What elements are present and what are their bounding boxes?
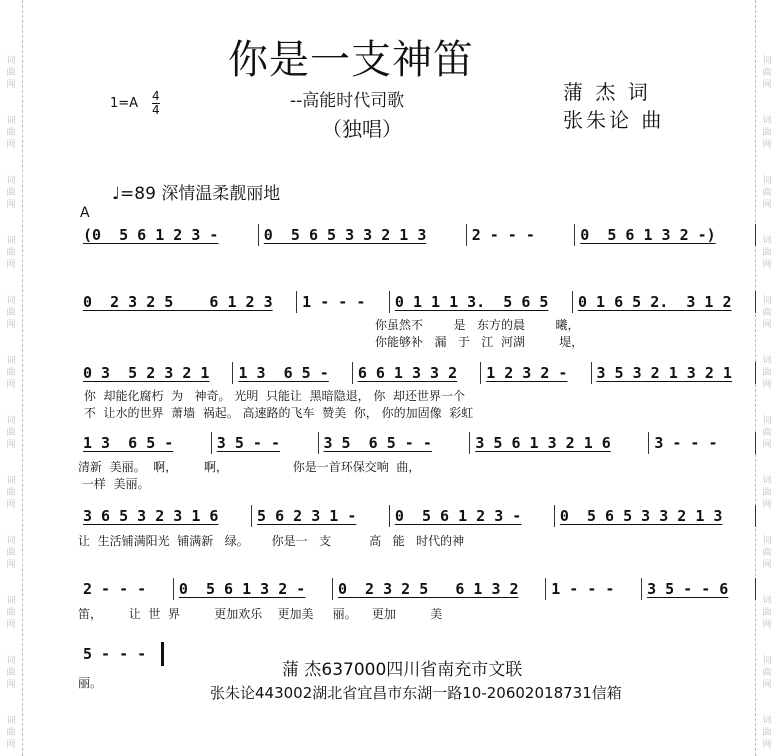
measure: 1 - - -	[551, 580, 615, 598]
section-label: A	[80, 205, 90, 221]
measure: 3 6 5 3 2 3 1 6	[83, 507, 219, 525]
lyric-line: 一样 美丽。	[78, 477, 150, 491]
measure: 3 5 - - 6	[647, 580, 729, 598]
watermark-text: 词曲网	[6, 236, 16, 270]
measure: 3 5 3 2 1 3 2 1	[596, 364, 732, 382]
key-signature: 1=A	[110, 96, 139, 111]
measure: 5 - - -	[83, 645, 147, 663]
barline	[755, 578, 756, 600]
measure: 0 5 6 5 3 3 2 1 3	[263, 226, 427, 244]
composer: 张朱论 曲	[563, 108, 665, 132]
lyric-line: 丽。	[78, 676, 103, 690]
lyric-line: 你 却能化腐朽 为 神奇。 光明 只能让 黑暗隐退， 你 却还世界一个	[80, 389, 466, 403]
notation-row	[78, 432, 756, 454]
watermark-text: 词曲网	[762, 656, 772, 690]
time-signature: $\frac{4}{4}$	[152, 89, 160, 117]
notation-row	[78, 224, 756, 246]
measure: 0 5 6 5 3 3 2 1 3	[559, 507, 723, 525]
notation-row	[78, 578, 756, 600]
subtitle: --高能时代司歌	[290, 91, 405, 111]
barline	[755, 291, 756, 313]
lyric-line: 你虽然不 是 东方的晨 曦，	[375, 318, 580, 332]
notation-row	[78, 642, 158, 666]
watermark-text: 词曲网	[762, 176, 772, 210]
lyric-line: 让 生活铺满阳光 铺满新 绿。 你是一 支 高 能 时代的神	[78, 534, 465, 548]
watermark-text: 词曲网	[762, 536, 772, 570]
watermark-text: 词曲网	[6, 356, 16, 390]
watermark-text: 词曲网	[762, 716, 772, 750]
lyric-line: 清新 美丽。 啊， 啊， 你是一首环保交响 曲，	[78, 460, 421, 474]
measure: 1 - - -	[302, 293, 366, 311]
measure: 0 5 6 1 2 3 -	[394, 507, 522, 525]
watermark-text: 词曲网	[6, 716, 16, 750]
watermark-text: 词曲网	[6, 176, 16, 210]
measure: 0 2 3 2 5 6 1 2 3	[83, 293, 273, 311]
tempo-marking: ♩=89 深情温柔靓丽地	[112, 184, 281, 204]
measure: 0 5 6 1 3 2 -)	[580, 226, 716, 244]
watermark-text: 词曲网	[762, 356, 772, 390]
watermark-text: 词曲网	[762, 296, 772, 330]
final-barline	[161, 642, 164, 666]
watermark-text: 词曲网	[762, 596, 772, 630]
lyric-line: 不 让水的世界 萧墙 祸起。 高速路的飞车 赞美 你， 你的加固像 彩虹	[80, 406, 474, 420]
measure: 5 6 2 3 1 -	[257, 507, 357, 525]
watermark-text: 词曲网	[762, 416, 772, 450]
performance-type: （独唱）	[322, 117, 402, 141]
watermark-text: 词曲网	[762, 236, 772, 270]
lyricist: 蒲 杰 词	[563, 80, 651, 104]
notation-row	[78, 505, 756, 527]
barline	[755, 432, 756, 454]
lyricist-address: 蒲 杰637000四川省南充市文联	[282, 660, 523, 680]
watermark-text: 词曲网	[6, 536, 16, 570]
notation-row	[78, 291, 756, 313]
watermark-text: 词曲网	[762, 56, 772, 90]
measure: 6 6 1 3 3 2	[357, 364, 458, 382]
song-title: 你是一支神笛	[228, 37, 474, 83]
notation-row	[78, 362, 756, 384]
watermark-text: 词曲网	[6, 296, 16, 330]
measure: 3 5 6 5 - -	[323, 434, 432, 452]
barline	[755, 505, 756, 527]
watermark-strip-right	[755, 0, 778, 756]
measure: 0 5 6 1 3 2 -	[178, 580, 306, 598]
lyric-line: 你能够补 漏 于 江 河湖 堤，	[375, 335, 584, 349]
measure: 0 2 3 2 5 6 1 3 2	[337, 580, 519, 598]
watermark-text: 词曲网	[762, 476, 772, 510]
measure: 0 1 1 1 3. 5 6 5	[394, 293, 549, 311]
watermark-strip-left	[0, 0, 23, 756]
lyric-line: 笛， 让 世 界 更加欢乐 更加美 丽。 更加 美	[78, 607, 443, 621]
watermark-text: 词曲网	[6, 596, 16, 630]
measure: 0 1 6 5 2. 3 1 2	[577, 293, 732, 311]
measure: 3 5 6 1 3 2 1 6	[475, 434, 611, 452]
measure: 1 3 6 5 -	[238, 364, 329, 382]
measure: 3 - - -	[654, 434, 718, 452]
measure: 3 5 - -	[216, 434, 281, 452]
measure: 2 - - -	[83, 580, 147, 598]
watermark-text: 词曲网	[6, 416, 16, 450]
measure: 0 3 5 2 3 2 1	[83, 364, 210, 382]
composer-address: 张朱论443002湖北省宜昌市东湖一路10-20602018731信箱	[210, 684, 622, 702]
watermark-text: 词曲网	[762, 116, 772, 150]
watermark-text: 词曲网	[6, 56, 16, 90]
watermark-text: 词曲网	[6, 656, 16, 690]
measure: 2 - - -	[471, 226, 535, 244]
barline	[755, 224, 756, 246]
measure: (0 5 6 1 2 3 -	[83, 226, 219, 244]
watermark-text: 词曲网	[6, 476, 16, 510]
barline	[755, 362, 756, 384]
measure: 1 2 3 2 -	[486, 364, 568, 382]
measure: 1 3 6 5 -	[83, 434, 174, 452]
watermark-text: 词曲网	[6, 116, 16, 150]
